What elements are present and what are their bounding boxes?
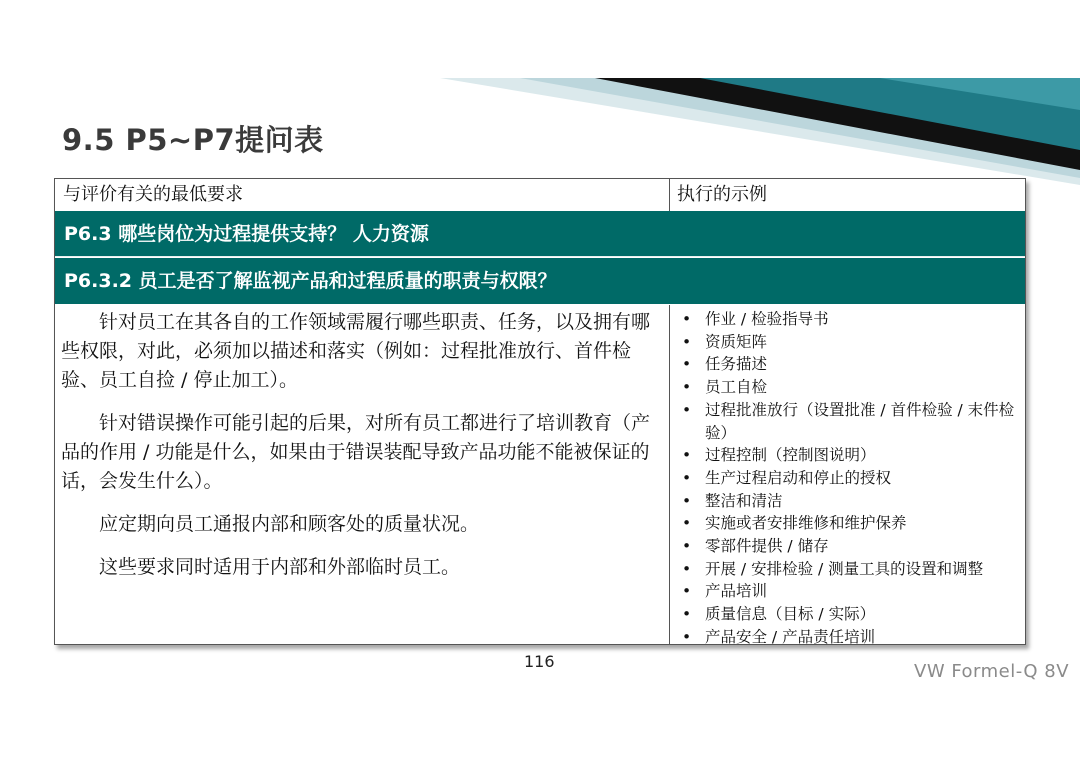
bullet-icon: • xyxy=(682,378,692,397)
requirement-paragraph: 针对员工在其各自的工作领域需履行哪些职责、任务，以及拥有哪些权限，对此，必须加以描述和落实（例如：过程批准放行、首件检验、员工自捡 / 停止加工）。 xyxy=(61,311,651,391)
example-text: 产品培训 xyxy=(705,582,768,601)
list-item xyxy=(677,399,1022,444)
bullet-icon: • xyxy=(682,582,692,601)
bullet-icon: • xyxy=(682,627,692,646)
list-item xyxy=(677,626,1022,649)
requirement-paragraph: 针对错误操作可能引起的后果，对所有员工都进行了培训教育（产品的作用 / 功能是什么，如果由于错误装配导致产品功能不能被保证的话，会发生什么）。 xyxy=(61,412,651,492)
example-text: 开展 / 安排检验 / 测量工具的设置和调整 xyxy=(705,559,984,578)
section-heading: P6.3 哪些岗位为过程提供支持？ 人力资源 xyxy=(55,211,1025,257)
bullet-icon: • xyxy=(682,514,692,533)
list-item xyxy=(677,535,1022,558)
header-decoration xyxy=(0,0,1080,200)
example-text: 生产过程启动和停止的授权 xyxy=(705,468,892,487)
list-item xyxy=(677,331,1022,354)
requirement-paragraph: 这些要求同时适用于内部和外部临时员工。 xyxy=(99,556,461,578)
bullet-icon: • xyxy=(682,491,692,510)
example-text: 任务描述 xyxy=(705,355,768,374)
bullet-icon: • xyxy=(682,310,692,328)
bullet-icon: • xyxy=(682,468,692,487)
bullet-icon: • xyxy=(682,605,692,624)
examples-list xyxy=(677,308,1022,649)
requirements-text xyxy=(61,308,665,596)
example-text: 过程批准放行（设置批准 / 首件检验 / 末件检验） xyxy=(705,400,1015,442)
page-number: 116 xyxy=(524,652,555,671)
bullet-icon: • xyxy=(682,355,692,374)
header-examples: 执行的示例 xyxy=(677,184,767,205)
bullet-icon: • xyxy=(682,400,692,419)
examples-list-container xyxy=(677,308,1022,649)
table-header-row xyxy=(55,179,1025,212)
list-item xyxy=(677,308,1022,331)
list-item xyxy=(677,580,1022,603)
list-item xyxy=(677,467,1022,490)
example-text: 质量信息（目标 / 实际） xyxy=(705,605,876,624)
list-item xyxy=(677,490,1022,513)
bullet-icon: • xyxy=(682,332,692,351)
example-text: 零部件提供 / 储存 xyxy=(705,537,829,556)
example-text: 整洁和清洁 xyxy=(705,491,783,510)
example-text: 作业 / 检验指导书 xyxy=(705,310,829,328)
column-divider xyxy=(669,305,670,644)
example-text: 实施或者安排维修和维护保养 xyxy=(705,514,907,533)
column-divider xyxy=(669,179,670,211)
footer-brand: VW Formel-Q 8V xyxy=(914,661,1070,682)
header-min-requirements: 与评价有关的最低要求 xyxy=(63,184,243,205)
example-text: 过程控制（控制图说明） xyxy=(705,446,876,465)
list-item xyxy=(677,376,1022,399)
list-item xyxy=(677,512,1022,535)
question-heading: P6.3.2 员工是否了解监视产品和过程质量的职责与权限？ xyxy=(55,258,1025,304)
bullet-icon: • xyxy=(682,446,692,465)
list-item xyxy=(677,603,1022,626)
requirement-paragraph: 应定期向员工通报内部和顾客处的质量状况。 xyxy=(99,513,480,535)
list-item xyxy=(677,558,1022,581)
bullet-icon: • xyxy=(682,537,692,556)
list-item xyxy=(677,444,1022,467)
requirements-table xyxy=(54,178,1026,645)
example-text: 资质矩阵 xyxy=(705,332,768,351)
bullet-icon: • xyxy=(682,559,692,578)
list-item xyxy=(677,353,1022,376)
example-text: 员工自检 xyxy=(705,378,768,397)
example-text: 产品安全 / 产品责任培训 xyxy=(705,627,876,646)
slide-title: 9.5 P5~P7提问表 xyxy=(62,123,324,157)
